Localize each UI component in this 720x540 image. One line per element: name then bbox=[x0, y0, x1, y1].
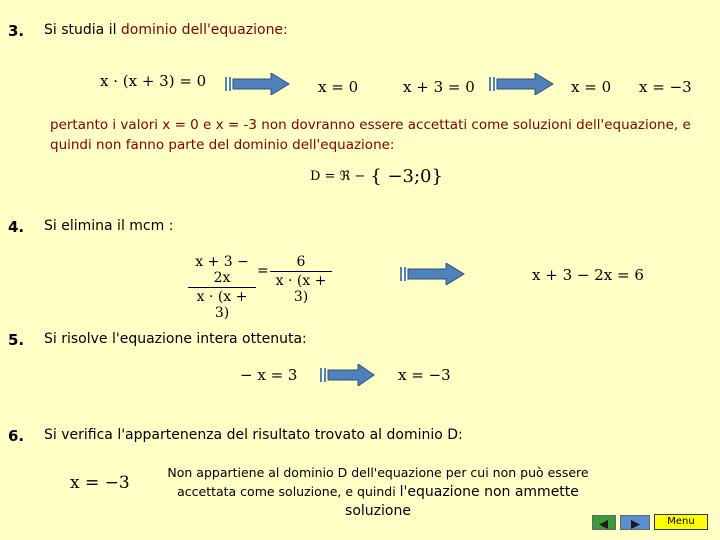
step-number-4: 4. bbox=[8, 218, 25, 236]
step-3-eq-product: x · (x + 3) = 0 bbox=[100, 72, 207, 90]
step-3-heading bbox=[44, 22, 288, 38]
arrow-icon bbox=[320, 364, 376, 386]
fraction-left-denominator: x · (x + 3) bbox=[196, 289, 248, 321]
step-4-heading: Si elimina il mcm : bbox=[44, 218, 174, 234]
step-3-heading-plain: Si studia il bbox=[44, 22, 121, 38]
fraction-left-numerator: x + 3 − 2x bbox=[195, 254, 249, 286]
nav-forward-button[interactable] bbox=[620, 515, 650, 530]
triangle-left-icon bbox=[593, 518, 615, 531]
verification-text bbox=[160, 463, 596, 521]
verification-line2-plain: accettata come soluzione, e quindi bbox=[177, 484, 400, 499]
step-number-6: 6. bbox=[8, 427, 25, 445]
step-4-result: x + 3 − 2x = 6 bbox=[532, 266, 644, 284]
step-3-sol-xm3: x = −3 bbox=[639, 78, 692, 96]
step-6-value: x = −3 bbox=[70, 473, 130, 493]
step-3-eq-x0: x = 0 bbox=[318, 78, 359, 96]
arrow-icon bbox=[225, 73, 291, 95]
step-3-heading-highlight: dominio dell'equazione: bbox=[120, 22, 288, 38]
verification-line1: Non appartiene al dominio D dell'equazione per cui non può essere bbox=[167, 465, 589, 480]
fraction-left bbox=[188, 254, 256, 321]
step-5-heading: Si risolve l'equazione intera ottenuta: bbox=[44, 331, 307, 347]
domain-definition bbox=[310, 166, 443, 187]
step-3-note-line2: quindi non fanno parte del dominio dell'equazione: bbox=[50, 137, 395, 153]
arrow-icon bbox=[400, 263, 466, 285]
step-3-eq-x3: x + 3 = 0 bbox=[403, 78, 475, 96]
step-3-note-line1: pertanto i valori x = 0 e x = -3 non dovranno essere accettati come soluzioni dell'equazione, e bbox=[50, 117, 691, 133]
verification-conclusion: l'equazione non ammette bbox=[399, 484, 579, 500]
step-6-heading: Si verifica l'appartenenza del risultato trovato al dominio D: bbox=[44, 427, 463, 443]
fraction-right-denominator: x · (x + 3) bbox=[275, 273, 327, 305]
verification-line3: soluzione bbox=[345, 503, 411, 519]
step-3-sol-x0: x = 0 bbox=[571, 78, 612, 96]
step-5-eq-minus-x: − x = 3 bbox=[240, 366, 298, 384]
menu-button[interactable]: Menu bbox=[654, 514, 708, 530]
step-5-solution: x = −3 bbox=[398, 366, 451, 384]
triangle-right-icon bbox=[621, 518, 649, 531]
domain-prefix: D = ℜ − bbox=[310, 169, 366, 184]
domain-set: { −3;0} bbox=[370, 166, 443, 187]
step-number-3: 3. bbox=[8, 22, 25, 40]
verification-line2 bbox=[160, 482, 596, 502]
arrow-icon bbox=[489, 73, 555, 95]
fraction-right-numerator: 6 bbox=[296, 254, 306, 270]
nav-back-button[interactable] bbox=[592, 515, 616, 530]
step-number-5: 5. bbox=[8, 331, 25, 349]
fraction-right bbox=[270, 254, 332, 305]
fraction-equals: = bbox=[257, 263, 269, 279]
